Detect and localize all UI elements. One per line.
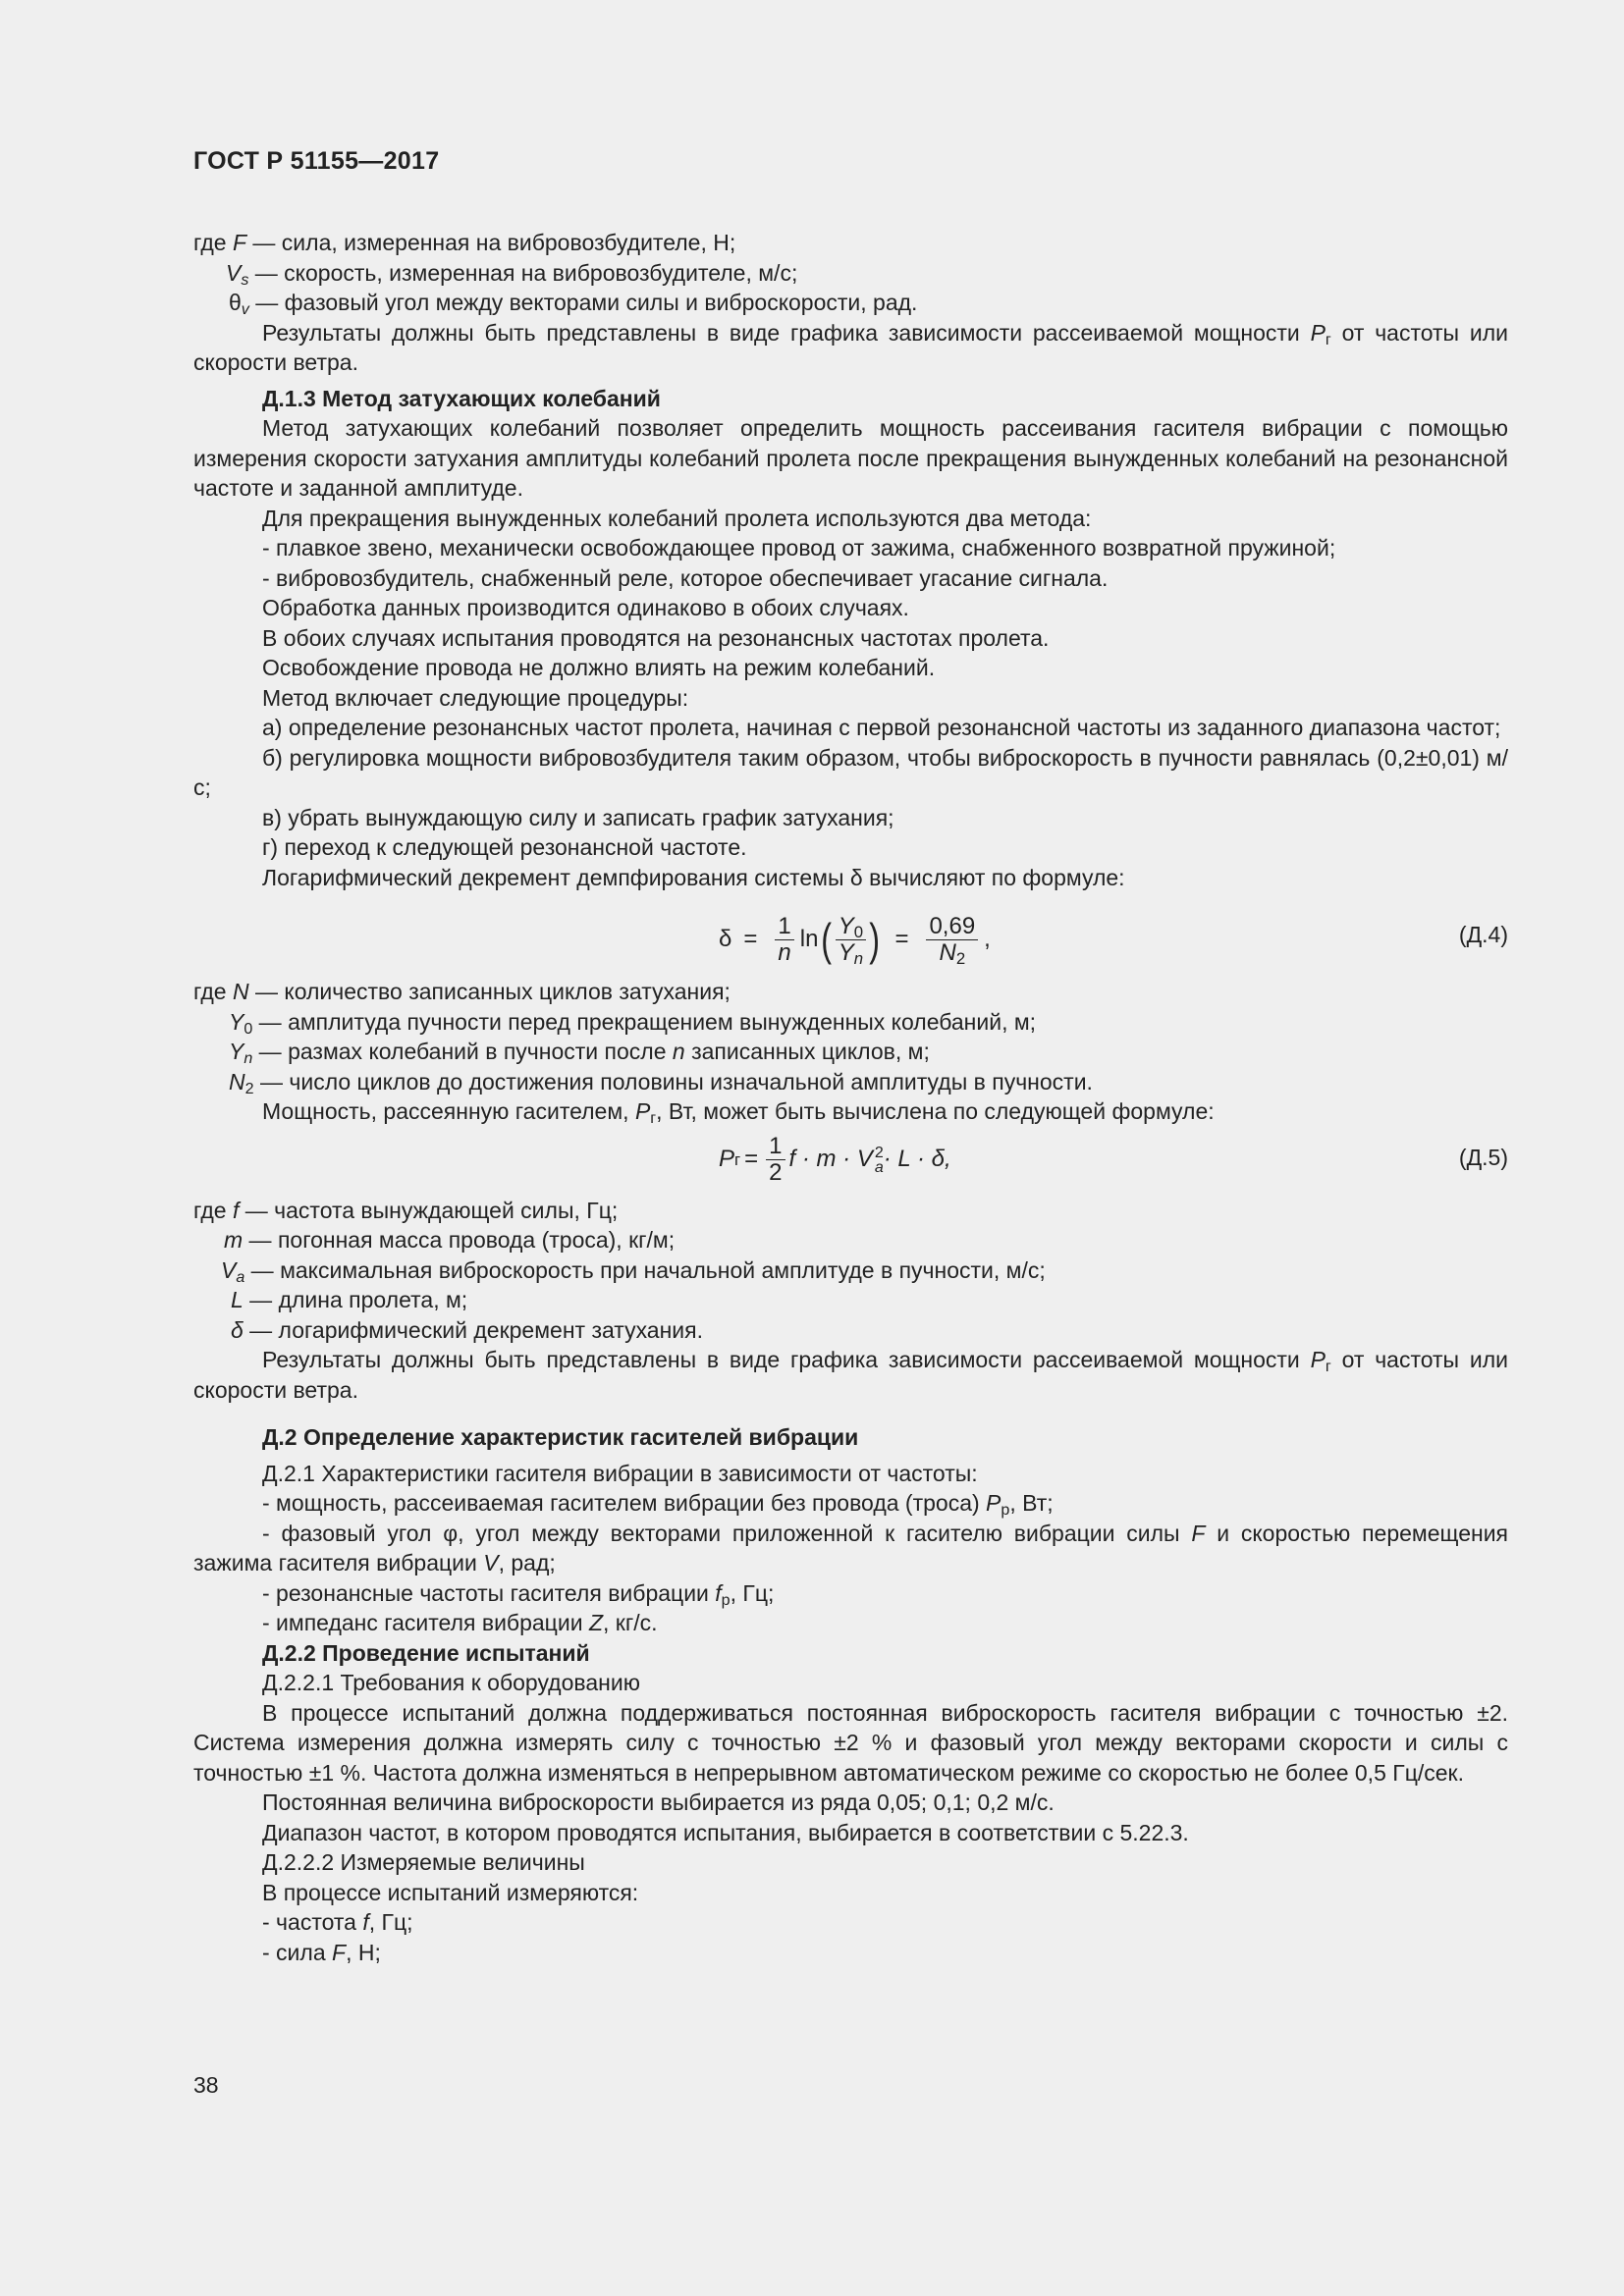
where-line: где F — сила, измеренная на вибровозбудителе, Н; <box>193 230 736 255</box>
paragraph: Результаты должны быть представлены в виде графика зависимости рассеиваемой мощности $P_г$ от частоты или скорости ветра. <box>193 1347 1508 1403</box>
formula-d4-body: δ = $\frac{1}{n}$ ln ( $\frac{Y_0}{Y_n}$ ) = $\frac{0,69}{N_2}$ , <box>719 912 991 968</box>
formula-number: (Д.4) <box>1458 922 1508 947</box>
paragraph: Логарифмический декремент демпфирования системы δ вычисляют по формуле: <box>262 864 1125 890</box>
fraction: $\frac{1}{2}$ <box>766 1134 785 1186</box>
paragraph: Метод включает следующие процедуры: <box>262 684 689 711</box>
where-line: $Y_n$ — размах колебаний в пучности после n записанных циклов, м; <box>229 1039 930 1067</box>
document-body <box>193 228 1508 1967</box>
paragraph: Результаты должны быть представлены в виде графика зависимости рассеиваемой мощности $P_г$ от частоты или скорости ветра. <box>193 319 1508 375</box>
list-item: - резонансные частоты гасителя вибрации $f_р$, Гц; <box>262 1579 775 1609</box>
where-line: $N_2$ — число циклов до достижения половины изначальной амплитуды в пучности. <box>229 1068 1093 1097</box>
paragraph: В процессе испытаний должна поддерживаться постоянная виброскорость гасителя вибрации с точностью ±2. Система измерения должна измерять силу с точностью ±2 % и фазовый угол между векторами скорости и силы с точностью ±1 %. Частота должна изменяться в непрерывном автоматическом режиме со скоростью не более 0,5 Гц/сек. <box>193 1699 1508 1786</box>
section-heading: Д.2 Определение характеристик гасителей вибрации <box>262 1424 859 1450</box>
page-number: 38 <box>193 2072 219 2098</box>
list-item: - фазовый угол φ, угол между векторами приложенной к гасителю вибрации силы F и скоростью перемещения зажима гасителя вибрации V, рад; <box>193 1520 1508 1575</box>
where-line: где N — количество записанных циклов затухания; <box>193 979 731 1004</box>
list-item: б) регулировка мощности вибровозбудителя таким образом, чтобы виброскорость в пучности равнялась (0,2±0,01) м/с; <box>193 744 1508 800</box>
document-header: ГОСТ Р 51155—2017 <box>193 147 440 175</box>
paragraph: В процессе испытаний измеряются: <box>262 1879 639 1905</box>
list-item: - частота f, Гц; <box>262 1909 413 1935</box>
paragraph: В обоих случаях испытания проводятся на резонансных частотах пролета. <box>262 624 1050 651</box>
list-item: г) переход к следующей резонансной частоте. <box>262 834 747 860</box>
list-item: - импеданс гасителя вибрации Z, кг/с. <box>262 1610 658 1635</box>
where-line: $V_s$ — скорость, измеренная на вибровозбудителе, м/с; <box>226 259 798 289</box>
list-item: в) убрать вынуждающую силу и записать график затухания; <box>262 804 894 830</box>
paragraph: Д.2.2.2 Измеряемые величины <box>262 1849 585 1875</box>
paragraph: Д.2.1 Характеристики гасителя вибрации в зависимости от частоты: <box>262 1460 978 1486</box>
formula-d5 <box>193 1131 1508 1192</box>
where-line: m — погонная масса провода (троса), кг/м; <box>224 1227 676 1253</box>
where-line: $V_a$ — максимальная виброскорость при начальной амплитуде в пучности, м/с; <box>221 1256 1046 1286</box>
section-heading: Д.1.3 Метод затухающих колебаний <box>262 385 661 411</box>
paragraph: Освобождение провода не должно влиять на режим колебаний. <box>262 655 936 680</box>
where-line: где f — частота вынуждающей силы, Гц; <box>193 1197 619 1223</box>
paragraph: Постоянная величина виброскорости выбирается из ряда 0,05; 0,1; 0,2 м/с. <box>262 1789 1055 1815</box>
fraction: $\frac{0,69}{N_2}$ <box>926 914 978 966</box>
where-line: $\theta_v$ — фазовый угол между векторами силы и виброскорости, рад. <box>229 290 918 318</box>
paragraph: Д.2.2.1 Требования к оборудованию <box>262 1670 640 1695</box>
fraction: $\frac{1}{n}$ <box>775 914 793 966</box>
paragraph: Для прекращения вынужденных колебаний пролета используются два метода: <box>262 505 1092 531</box>
paragraph: Метод затухающих колебаний позволяет определить мощность рассеивания гасителя вибрации с помощью измерения скорости затухания амплитуды колебаний пролета после прекращения вынужденных колебаний на резонансной частоте и заданной амплитуде. <box>193 415 1508 501</box>
paragraph: Диапазон частот, в котором проводятся испытания, выбирается в соответствии с 5.22.3. <box>262 1819 1189 1845</box>
section-heading: Д.2.2 Проведение испытаний <box>262 1639 590 1666</box>
list-item: а) определение резонансных частот пролета, начиная с первой резонансной частоты из заданного диапазона частот; <box>262 715 1501 740</box>
paragraph: Обработка данных производится одинаково в обоих случаях. <box>262 595 909 620</box>
list-item: - мощность, рассеиваемая гасителем вибрации без провода (троса) $P_р$, Вт; <box>262 1490 1054 1519</box>
formula-d5-body: P г = $\frac{1}{2}$ f · m · V 2 a · L · δ, <box>719 1133 951 1186</box>
fraction: $\frac{Y_0}{Y_n}$ <box>836 914 866 966</box>
list-item: - вибровозбудитель, снабженный реле, которое обеспечивает угасание сигнала. <box>262 564 1109 591</box>
where-line: L — длина пролета, м; <box>231 1287 468 1312</box>
list-item: - плавкое звено, механически освобождающее провод от зажима, снабженного возвратной пружиной; <box>262 535 1336 561</box>
where-line: δ — логарифмический декремент затухания. <box>231 1316 703 1343</box>
formula-number: (Д.5) <box>1458 1144 1508 1170</box>
list-item: - сила F, Н; <box>262 1939 381 1965</box>
where-line: $Y_0$ — амплитуда пучности перед прекращением вынужденных колебаний, м; <box>229 1008 1037 1038</box>
paragraph: Мощность, рассеянную гасителем, $P_г$, Вт, может быть вычислена по следующей формуле: <box>262 1098 1215 1127</box>
formula-d4 <box>193 904 1508 973</box>
